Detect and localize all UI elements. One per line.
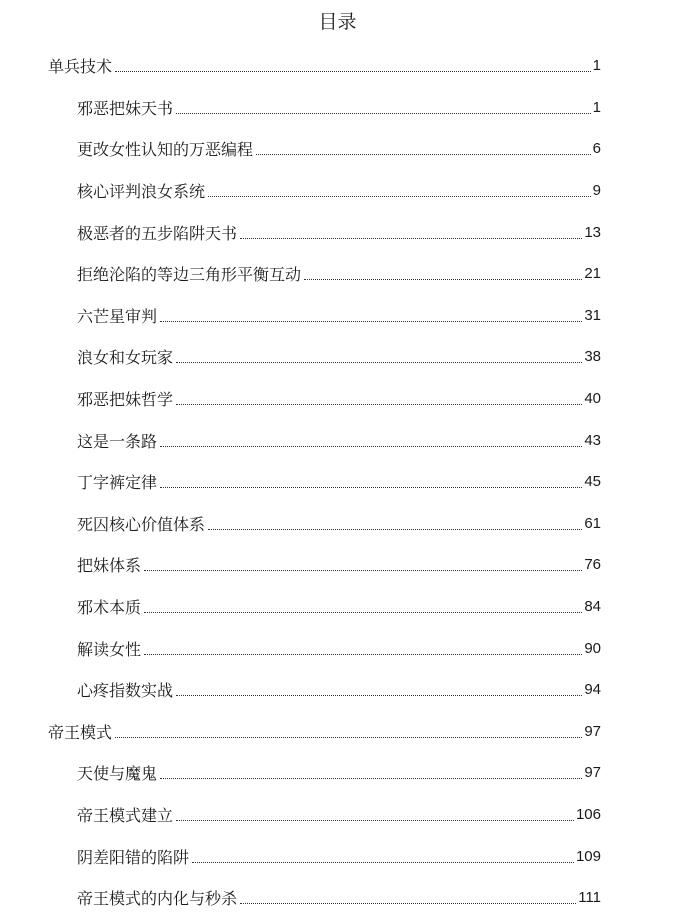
toc-subsection-entry[interactable] (0, 461, 675, 503)
toc-subsection-entry[interactable] (0, 378, 675, 420)
toc-entry-title: 浪女和女玩家 (77, 348, 174, 368)
toc-entry-title: 帝王模式建立 (77, 805, 174, 825)
toc-entry-title: 邪术本质 (77, 598, 142, 618)
toc-entry-title: 邪恶把妹天书 (77, 98, 174, 118)
toc-subsection-entry[interactable] (0, 128, 675, 170)
toc-page-number: 38 (584, 348, 601, 366)
toc-dot-leader (144, 570, 582, 571)
toc-entry-title: 六芒星审判 (77, 306, 158, 326)
toc-subsection-entry[interactable] (0, 877, 675, 919)
toc-dot-leader (115, 71, 591, 72)
toc-entry-title: 阴差阳错的陷阱 (77, 847, 190, 867)
toc-dot-leader (160, 446, 582, 447)
toc-section-entry[interactable] (0, 711, 675, 753)
toc-subsection-entry[interactable] (0, 669, 675, 711)
toc-entry-title: 这是一条路 (77, 431, 158, 451)
toc-dot-leader (192, 862, 574, 863)
toc-page-number: 111 (578, 889, 601, 907)
toc-entry-title: 把妹体系 (77, 556, 142, 576)
toc-entry-title: 更改女性认知的万恶编程 (77, 140, 254, 160)
toc-dot-leader (176, 820, 574, 821)
toc-page-number: 1 (592, 98, 601, 116)
toc-subsection-entry[interactable] (0, 627, 675, 669)
toc-dot-leader (176, 404, 582, 405)
toc-entry-title: 极恶者的五步陷阱天书 (77, 223, 238, 243)
toc-page-number: 9 (592, 182, 601, 200)
toc-dot-leader (115, 737, 582, 738)
toc-entry-title: 心疼指数实战 (77, 681, 174, 701)
toc-page-number: 21 (584, 265, 601, 283)
toc-subsection-entry[interactable] (0, 253, 675, 295)
toc-entry-title: 死囚核心价值体系 (77, 514, 206, 534)
toc-dot-leader (208, 529, 582, 530)
toc-entry-title: 解读女性 (77, 639, 142, 659)
toc-entry-title: 帝王模式 (48, 722, 113, 742)
toc-page-number: 94 (584, 681, 601, 699)
toc-subsection-entry[interactable] (0, 170, 675, 212)
toc-dot-leader (176, 113, 591, 114)
toc-page-number: 31 (584, 306, 601, 324)
toc-subsection-entry[interactable] (0, 295, 675, 337)
toc-page-number: 45 (584, 473, 601, 491)
toc-entry-title: 邪恶把妹哲学 (77, 390, 174, 410)
toc-entry-title: 帝王模式的内化与秒杀 (77, 889, 238, 909)
toc-subsection-entry[interactable] (0, 87, 675, 129)
toc-subsection-entry[interactable] (0, 503, 675, 545)
page-title: 目录 (318, 11, 357, 33)
toc-page-number: 61 (584, 514, 601, 532)
toc-dot-leader (160, 778, 582, 779)
toc-dot-leader (208, 196, 591, 197)
toc-page-number: 40 (584, 390, 601, 408)
toc-page-number: 76 (584, 556, 601, 574)
toc-entry-title: 单兵技术 (48, 57, 113, 77)
toc-dot-leader (144, 612, 582, 613)
toc-subsection-entry[interactable] (0, 586, 675, 628)
toc-page-number: 109 (575, 847, 601, 865)
toc-dot-leader (304, 279, 582, 280)
toc-dot-leader (256, 154, 591, 155)
toc-page-number: 97 (584, 722, 601, 740)
toc-subsection-entry[interactable] (0, 211, 675, 253)
toc-subsection-entry[interactable] (0, 419, 675, 461)
toc-page-number: 84 (584, 598, 601, 616)
toc-entry-title: 丁字裤定律 (77, 473, 158, 493)
toc-page-number: 1 (592, 57, 601, 75)
toc-page-number: 106 (575, 805, 601, 823)
toc-section-entry[interactable] (0, 45, 675, 87)
toc-page-number: 13 (584, 223, 601, 241)
toc-list (0, 45, 675, 918)
toc-entry-title: 核心评判浪女系统 (77, 182, 206, 202)
toc-dot-leader (176, 695, 582, 696)
toc-subsection-entry[interactable] (0, 544, 675, 586)
toc-dot-leader (240, 903, 576, 904)
toc-entry-title: 天使与魔鬼 (77, 764, 158, 784)
toc-subsection-entry[interactable] (0, 835, 675, 877)
toc-subsection-entry[interactable] (0, 752, 675, 794)
toc-dot-leader (144, 654, 582, 655)
toc-page-number: 90 (584, 639, 601, 657)
toc-page-number: 43 (584, 431, 601, 449)
toc-dot-leader (176, 362, 582, 363)
toc-dot-leader (160, 487, 582, 488)
toc-dot-leader (240, 238, 582, 239)
toc-page-number: 6 (592, 140, 601, 158)
toc-subsection-entry[interactable] (0, 336, 675, 378)
toc-subsection-entry[interactable] (0, 794, 675, 836)
toc-dot-leader (160, 321, 582, 322)
toc-page-number: 97 (584, 764, 601, 782)
toc-entry-title: 拒绝沦陷的等边三角形平衡互动 (77, 265, 302, 285)
